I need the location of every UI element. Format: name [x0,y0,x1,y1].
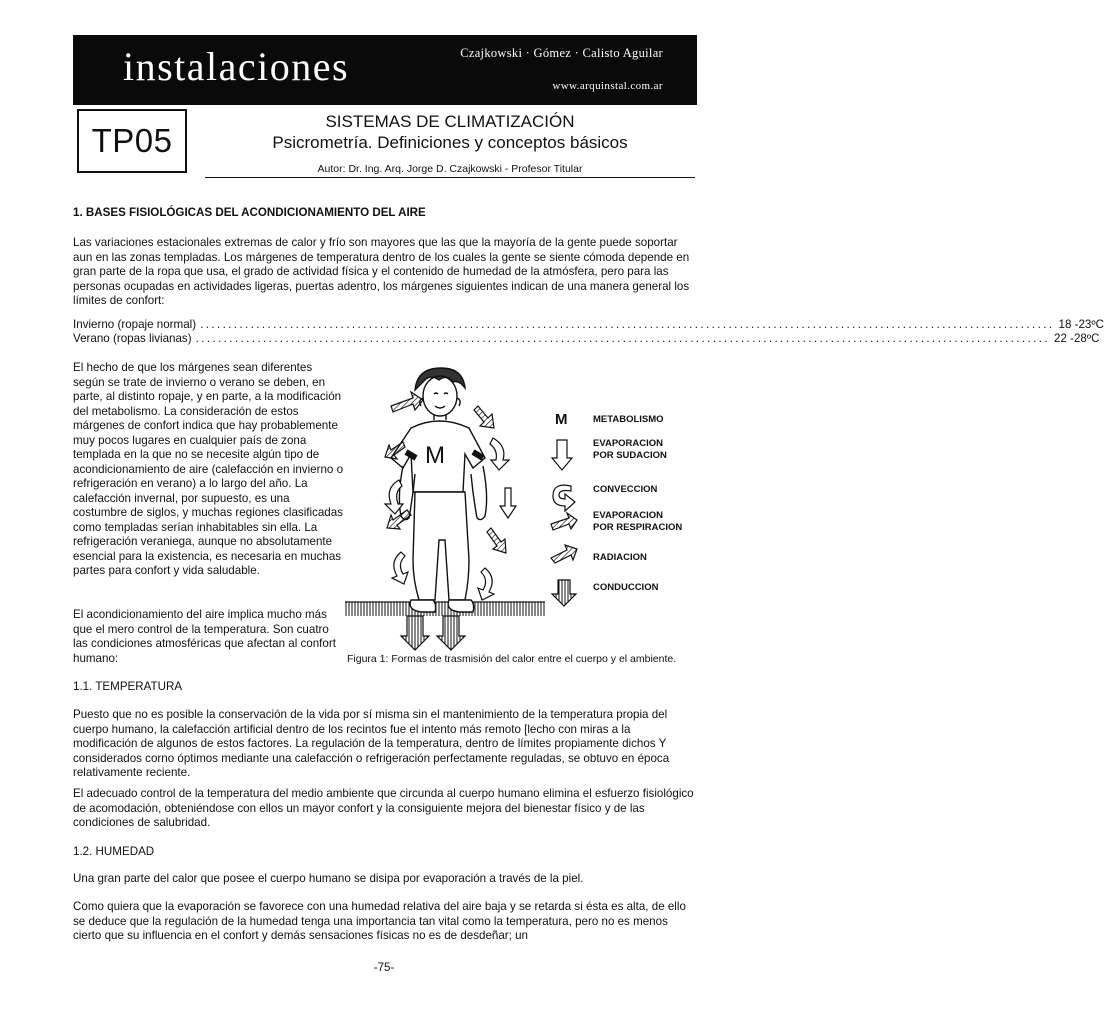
sweat-arrow-icon [552,440,572,470]
doc-title: SISTEMAS DE CLIMATIZACIÓN [325,112,575,131]
legend-symbols [551,411,577,606]
dot-leader: ........................................................................................................................................................ [200,318,1055,331]
dot-leader: ........................................................................................................................................................ [195,332,1050,345]
paragraph: Como quiera que la evaporación se favorece con una humedad relativa del aire baja y se retarda si ésta es alta, de ello se deduce que la regulación de la humedad tenga una importancia tan vital como la temperatura, pero no es menos cierto que su influencia en el confort y demás sensaciones físicas no es de desdeñar; un [73,900,686,942]
paragraph: Puesto que no es posible la conservación de la vida por sí misma sin el mantenimiento de la temperatura propia del cuerpo humano, la calefacción artificial dentro de los recintos fue el intento más remoto [lecho con miras a la modificación de algunos de estos factores. La regulación de la temperatura, dentro de límites propiamente dichos Y considerados corno óptimos mediante una calefacción o refrigeración perfectamente reguladas, se obtuvo en época relativamente reciente. [73,708,670,779]
comfort-value: 18 -23ºC [1058,318,1104,331]
legend-label: POR SUDACION [593,450,667,461]
doc-code-box: TP05 [77,109,187,173]
conduction-arrow-icon [437,616,465,650]
legend-label: POR RESPIRACION [593,522,683,533]
section-heading: 1. BASES FISIOLÓGICAS DEL ACONDICIONAMIENTO DEL AIRE [73,206,426,219]
radiation-arrow-icon [474,406,494,428]
paragraph: Las variaciones estacionales extremas de calor y frío son mayores que las que la mayoría de la gente puede soportar aun en las zonas templadas. Los márgenes de temperatura dentro de los cuales la gente se siente cómoda depende en gran parte de la ropa que usa, el grado de actividad física y el contenido de humedad de la atmósfera, pero para las personas ocupadas en actividades ligeras, puertas adentro, los márgenes siguientes indican de una manera general los límites de confort: [73,236,690,307]
respiration-arrow-icon [391,392,423,412]
legend-label: CONDUCCION [593,582,659,593]
paragraph: El adecuado control de la temperatura del medio ambiente que circunda al cuerpo humano elimina el esfuerzo fisiológico de acomodación, obteniéndose con ellos un mayor confort y la consiguiente mejora del bienestar físico y de las condiciones de salubridad. [73,787,694,829]
radiation-arrow-icon [487,528,506,553]
radiation-arrow-icon [551,545,577,563]
ground-hatch [345,602,545,616]
legend-label: METABOLISMO [593,414,664,425]
conduction-arrow-icon [401,616,429,650]
comfort-value: 22 -28ºC [1054,332,1100,345]
comfort-row-summer [73,332,1100,347]
subsection-heading: 1.1. TEMPERATURA [73,680,183,693]
doc-author: Autor: Dr. Ing. Arq. Jorge D. Czajkowski - Profesor Titular [317,163,583,175]
conduction-arrow-icon [552,580,576,606]
legend-label: CONVECCION [593,484,658,495]
body-metabolism-letter: M [425,442,445,469]
banner-url[interactable]: www.arquinstal.com.ar [552,80,663,92]
paragraph: El acondicionamiento del aire implica mucho más que el mero control de la temperatura. Son cuatro las condiciones atmosféricas que afectan al confort humano: [73,608,336,665]
convection-arrow-icon [490,438,509,470]
legend-labels [593,414,682,593]
convection-arrow-icon [478,568,494,600]
legend-label: EVAPORACION [593,510,664,521]
header-rule [205,177,695,178]
legend-label: RADIACION [593,552,647,563]
convection-arrow-icon [553,485,575,511]
header-banner [73,35,697,105]
comfort-label: Invierno (ropaje normal) [73,318,197,331]
comfort-row-winter [73,318,1104,333]
banner-authors: Czajkowski · Gómez · Calisto Aguilar [460,46,663,60]
paragraph: El hecho de que los márgenes sean diferentes según se trate de invierno o verano se deben, en parte, al distinto ropaje, y en parte, a la modificación del metabolismo. La consideración de estos márgenes de confort indica que hay probablemente muy pocos lugares en cualquier país de zona templada en la que no se necesite algún tipo de acondicionamiento de aire (calefacción en invierno o refrigeración en verano) a lo largo del año. La calefacción invernal, por supuesto, es una costumbre de siglos, y muchas regiones clasificadas como templadas serían inhabitables sin ella. La refrigeración veraniega, aunque no absolutamente esencial para la existencia, es necesaria en muchas partes para confort y vida saludable. [73,361,344,577]
banner-title: instalaciones [123,44,350,89]
heat-transfer-figure [345,362,695,652]
respiration-arrow-icon [551,513,577,530]
page-number: -75- [373,962,395,974]
figure-caption: Figura 1: Formas de trasmisión del calor entre el cuerpo y el ambiente. [347,653,677,665]
subsection-heading: 1.2. HUMEDAD [73,845,155,858]
doc-header [205,111,695,153]
doc-subtitle: Psicrometría. Definiciones y conceptos básicos [272,133,628,152]
legend-label: EVAPORACION [593,438,664,449]
comfort-label: Verano (ropas livianas) [73,332,192,345]
legend-metabolism-symbol: M [555,411,568,428]
figure-illustration [345,362,695,652]
paragraph: Una gran parte del calor que posee el cuerpo humano se disipa por evaporación a través de la piel. [73,872,584,885]
convection-arrow-icon [392,552,408,584]
sweat-arrow-icon [500,488,516,518]
